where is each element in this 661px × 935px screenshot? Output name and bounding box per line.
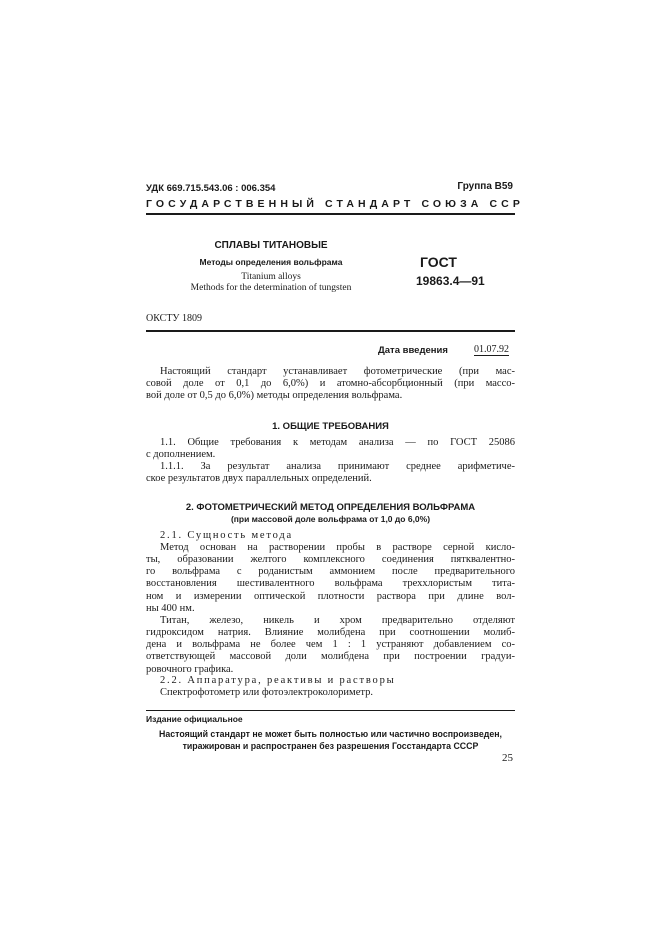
text-line: дена и вольфрама не более чем 1 : 1 устраняют добавлением со-: [146, 639, 515, 651]
document-subtitle: Методы определения вольфрама: [199, 257, 343, 267]
text-line: ровочного графика.: [146, 663, 234, 675]
effective-date-label: Дата введения: [378, 345, 448, 356]
text-line: 1.1.1. За результат анализа принимают среднее арифметиче-: [160, 461, 515, 472]
document-title-en: Titanium alloys: [241, 272, 301, 282]
text-line: 1.1. Общие требования к методам анализа — по ГОСТ 25086: [160, 437, 515, 448]
interference-paragraph-cont: [146, 627, 515, 676]
title-rule: [146, 330, 515, 332]
state-standard-banner: ГОСУДАРСТВЕННЫЙ СТАНДАРТ СОЮЗА ССР: [146, 198, 524, 210]
official-edition-label: Издание официальное: [146, 714, 243, 724]
notice-line: Настоящий стандарт не может быть полностью или частично воспроизведен,: [159, 729, 502, 739]
text-line: ское результатов двух параллельных определений.: [146, 473, 372, 484]
section-1-1-paragraph: [160, 437, 515, 449]
copyright-notice: [146, 729, 515, 752]
text-line: ты, образовании желтого комплексного соединения пятквалентно-: [146, 554, 515, 565]
text-line: вой доле от 0,5 до 6,0%) методы определения вольфрама.: [146, 390, 403, 402]
effective-date-value: 01.07.92: [474, 344, 509, 355]
essence-paragraph-cont: [146, 554, 515, 615]
gost-number: 19863.4—91: [416, 274, 485, 288]
section-2-subheading: (при массовой доле вольфрама от 1,0 до 6,0%): [230, 514, 431, 524]
apparatus-paragraph: [160, 687, 515, 699]
intro-paragraph: [160, 366, 515, 378]
okstu-code: ОКСТУ 1809: [146, 313, 203, 324]
text-line: ны 400 нм.: [146, 602, 195, 614]
intro-paragraph-cont: [146, 378, 515, 402]
section-1-1-paragraph-cont: [146, 449, 515, 461]
section-2-2-title: [160, 675, 515, 687]
text-line: Настоящий стандарт устанавливает фотометрические (при мас-: [160, 366, 515, 377]
text-line: Спектрофотометр или фотоэлектроколориметр.: [160, 687, 373, 698]
section-1-1-1-paragraph-cont: [146, 473, 515, 485]
interference-paragraph: [160, 615, 515, 627]
text-line: 2.1. Сущность метода: [160, 530, 293, 541]
text-line: ном и измерении оптической плотности раствора при длине вол-: [146, 590, 515, 602]
text-line: совой доле от 0,1 до 6,0%) и атомно-абсорбционный (при массо-: [146, 378, 515, 389]
text-line: восстановления шестивалентного вольфрама треххлористым титa-: [146, 578, 515, 590]
section-1-heading: 1. ОБЩИЕ ТРЕБОВАНИЯ: [272, 421, 389, 432]
section-1-1-1-paragraph: [160, 461, 515, 473]
essence-paragraph: [160, 542, 515, 554]
document-subtitle-en: Methods for the determination of tungsten: [190, 283, 352, 293]
text-line: Титан, железо, никель и хром предварительно отделяют: [160, 615, 515, 626]
notice-line: тиражирован и распространен без разрешения Госстандарта СССР: [182, 740, 479, 751]
section-2-heading: 2. ФОТОМЕТРИЧЕСКИЙ МЕТОД ОПРЕДЕЛЕНИЯ ВОЛЬФРАМА: [185, 502, 476, 513]
section-2-1-title: [160, 530, 515, 542]
header-rule: [146, 213, 515, 215]
text-line: го вольфрама с роданистым аммонием после предварительного: [146, 566, 515, 578]
text-line: ответствующей массовой доли молибдена при построении градуи-: [146, 651, 515, 663]
text-line: гидроксидом натрия. Влияние молибдена при соотношении молиб-: [146, 627, 515, 638]
page-number: 25: [502, 752, 513, 764]
document-title: СПЛАВЫ ТИТАНОВЫЕ: [214, 240, 328, 251]
group-code: Группа В59: [457, 181, 513, 192]
text-line: Метод основан на растворении пробы в растворе серной кисло-: [160, 542, 515, 553]
text-line: 2.2. Аппаратура, реактивы и растворы: [160, 675, 396, 686]
footer-rule: [146, 710, 515, 711]
text-line: с дополнением.: [146, 449, 216, 460]
gost-label: ГОСТ: [420, 254, 457, 270]
udk-code: УДК 669.715.543.06 : 006.354: [146, 183, 276, 194]
